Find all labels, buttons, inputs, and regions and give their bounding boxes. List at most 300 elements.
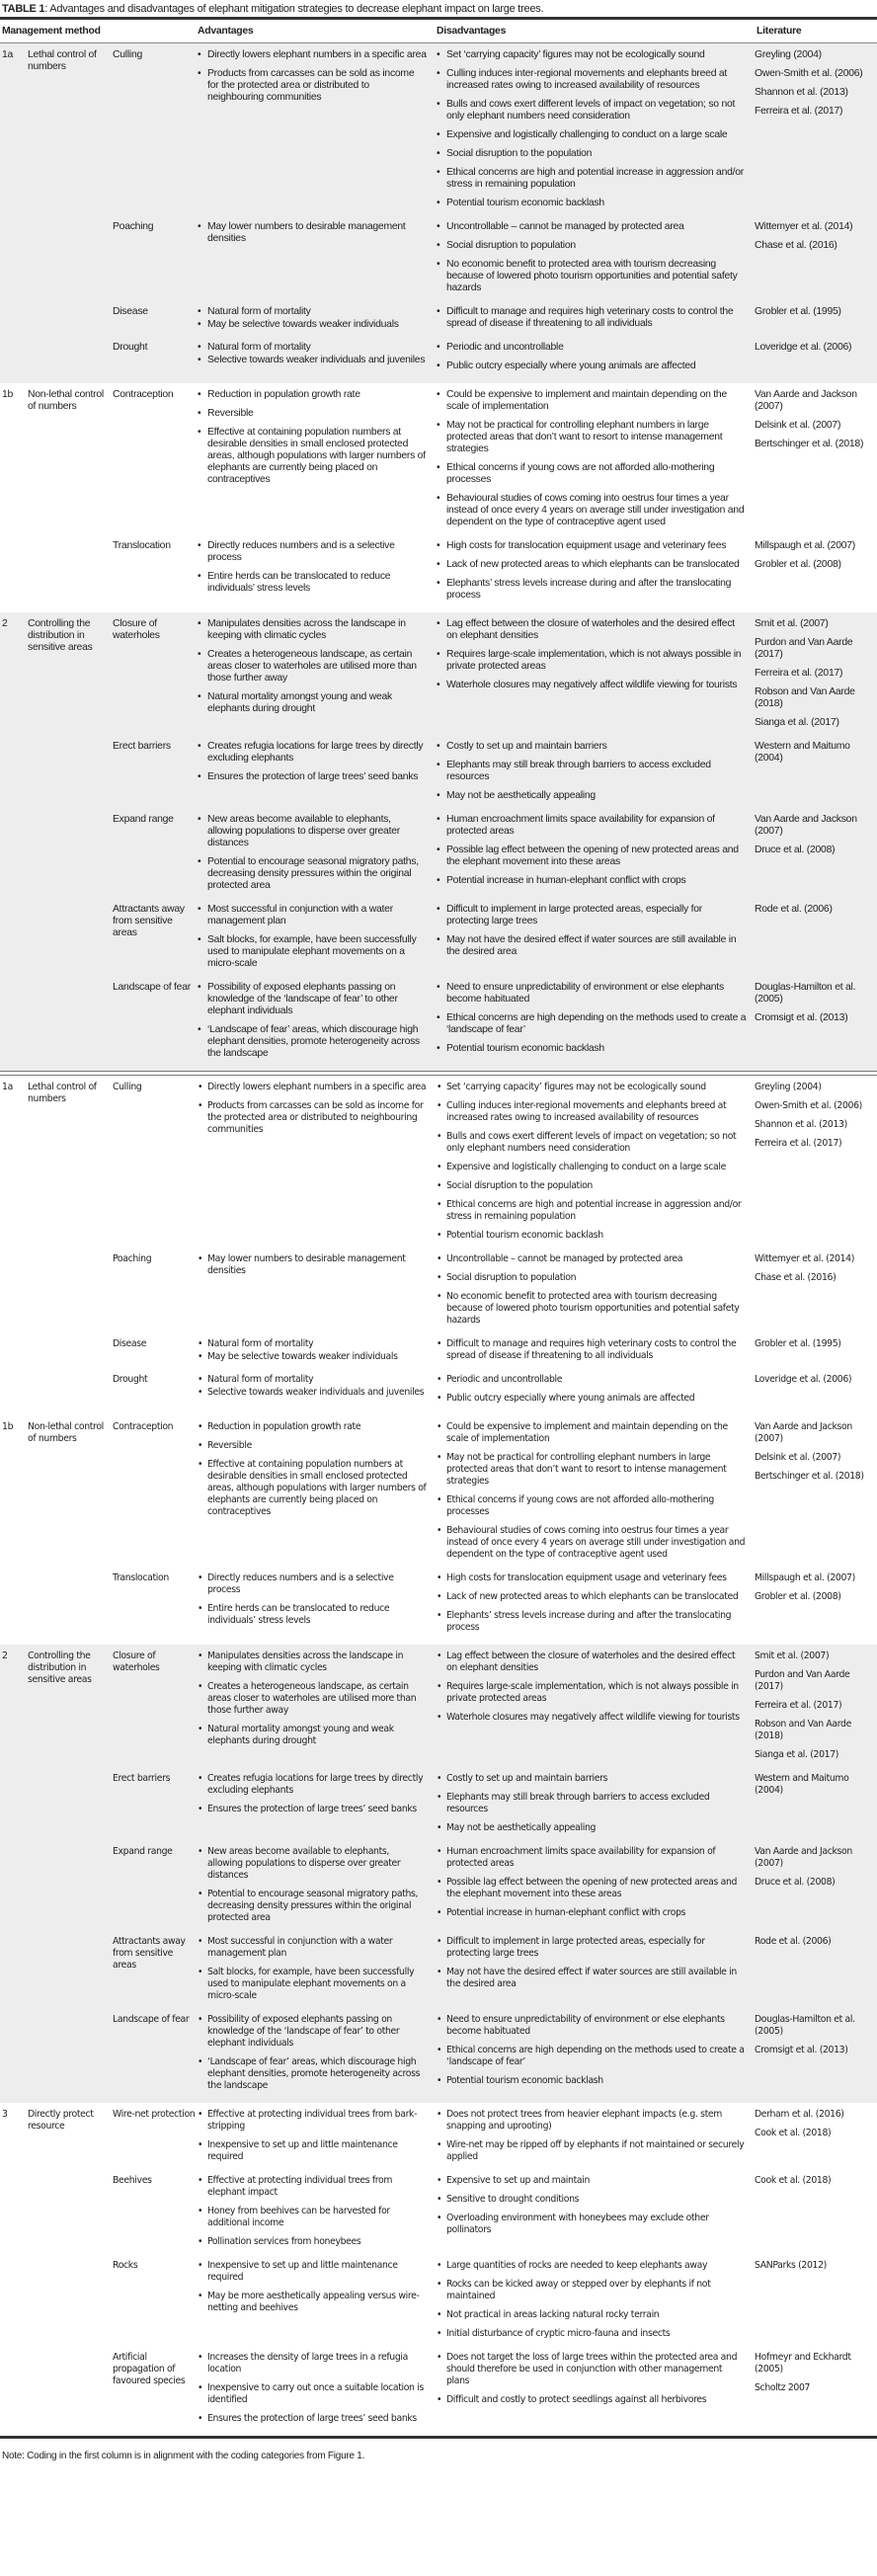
advantages-cell — [196, 2260, 435, 2347]
section-code: 1b — [2, 389, 14, 400]
disadvantage-item: • Requires large-scale implementation, which is not always possible in private protected areas — [435, 1681, 755, 1705]
advantage-item: • Reversible — [196, 408, 435, 420]
literature-ref: Druce et al. (2008) — [755, 1877, 836, 1888]
disadvantage-item: • Potential increase in human-elephant conflict with crops — [435, 1907, 755, 1919]
strategy-row — [113, 2352, 877, 2432]
disadvantage-item: • May not be practical for controlling elephant numbers in large protected areas that don’t want to resort to intense management strategies — [435, 420, 755, 455]
disadvantages-list — [435, 342, 755, 372]
disadvantages-cell — [435, 1082, 755, 1248]
advantages-list — [196, 1338, 435, 1363]
advantage-item: • Creates a heterogeneous landscape, as certain areas closer to waterholes are utilised more than those further away — [196, 1681, 435, 1717]
advantages-list — [196, 1650, 435, 1747]
advantage-item: • New areas become available to elephants, allowing populations to disperse over greater distances — [196, 1846, 435, 1882]
disadvantage-item: • Human encroachment limits space availability for expansion of protected areas — [435, 1846, 755, 1870]
section-3 — [0, 2103, 877, 2436]
section-2 — [0, 612, 877, 1071]
advantage-item: • Natural form of mortality — [196, 1338, 435, 1350]
literature-ref: Delsink et al. (2007) — [755, 420, 841, 431]
strategy-list — [113, 49, 877, 379]
literature-cell — [755, 49, 877, 216]
literature-cell — [755, 2109, 877, 2170]
literature-cell — [755, 1374, 877, 1411]
advantage-item: • Most successful in conjunction with a water management plan — [196, 904, 435, 927]
strategy-row — [113, 741, 877, 809]
advantage-item: • ‘Landscape of fear’ areas, which discourage high elephant densities, promote heterogeneity across the landscape — [196, 1024, 435, 1060]
advantages-list — [196, 389, 435, 486]
disadvantages-list — [435, 1338, 755, 1362]
strategy-row — [113, 814, 877, 899]
advantages-cell — [196, 2175, 435, 2255]
literature-ref: Druce et al. (2008) — [755, 845, 836, 855]
advantage-item: • May lower numbers to desirable management densities — [196, 1253, 435, 1277]
literature-cell — [755, 2352, 877, 2432]
disadvantage-item: • Culling induces inter-regional movements and elephants breed at increased rates owing to increased availability of resources — [435, 68, 755, 92]
literature-cell — [755, 221, 877, 301]
advantage-item: • May be more aesthetically appealing versus wire-netting and beehives — [196, 2291, 435, 2314]
advantages-cell — [196, 49, 435, 216]
advantages-cell — [196, 1773, 435, 1841]
advantage-item: • Effective at containing population numbers at desirable densities in small enclosed protected areas, although populations with larger numbers of elephants are currently being placed on contraceptives — [196, 1459, 435, 1518]
literature-ref: Cook et al. (2018) — [755, 2175, 832, 2186]
advantages-cell — [196, 1846, 435, 1931]
header-advantages: Advantages — [198, 26, 254, 37]
table-title: : Advantages and disadvantages of elephant mitigation strategies to decrease elephant impact on large trees. — [44, 3, 544, 15]
disadvantage-item: • Public outcry especially where young animals are affected — [435, 361, 755, 372]
advantages-cell — [196, 982, 435, 1067]
literature-ref: Chase et al. (2016) — [755, 240, 837, 251]
disadvantage-item: • Social disruption to the population — [435, 148, 755, 160]
literature-ref: Delsink et al. (2007) — [755, 1452, 841, 1463]
disadvantages-cell — [435, 1421, 755, 1568]
advantage-item: • Entire herds can be translocated to reduce individuals’ stress levels — [196, 1603, 435, 1627]
literature-ref: Ferreira et al. (2017) — [755, 1700, 842, 1711]
advantage-item: • Selective towards weaker individuals and juveniles — [196, 1387, 435, 1399]
section-code: 1a — [2, 1082, 13, 1092]
disadvantage-item: • Public outcry especially where young animals are affected — [435, 1393, 755, 1405]
disadvantage-item: • Need to ensure unpredictability of environment or else elephants become habituated — [435, 2014, 755, 2038]
strategy-name: Expand range — [113, 814, 174, 825]
disadvantage-item: • Not practical in areas lacking natural rocky terrain — [435, 2309, 755, 2321]
advantage-item: • Selective towards weaker individuals and juveniles — [196, 355, 435, 366]
disadvantages-cell — [435, 2014, 755, 2099]
disadvantage-item: • Difficult and costly to protect seedlings against all herbivores — [435, 2394, 755, 2406]
literature-ref: Douglas-Hamilton et al. (2005) — [755, 2014, 855, 2037]
advantage-item: • May be selective towards weaker individuals — [196, 1351, 435, 1363]
strategy-list — [113, 1082, 877, 1411]
disadvantages-cell — [435, 904, 755, 977]
disadvantages-cell — [435, 2260, 755, 2347]
advantages-list — [196, 49, 435, 104]
section-1a — [0, 43, 877, 383]
strategy-row — [113, 306, 877, 337]
disadvantages-cell — [435, 618, 755, 736]
disadvantage-item: • Wire-net may be ripped off by elephants if not maintained or securely applied — [435, 2139, 755, 2163]
strategy-name: Expand range — [113, 1846, 173, 1857]
strategy-name: Attractants away from sensitive areas — [113, 904, 185, 938]
literature-ref: Rode et al. (2006) — [755, 904, 833, 915]
literature-cell — [755, 982, 877, 1067]
disadvantage-item: • High costs for translocation equipment usage and veterinary fees — [435, 540, 755, 552]
advantage-item: • Natural mortality amongst young and weak elephants during drought — [196, 691, 435, 715]
advantage-item: • Natural mortality amongst young and weak elephants during drought — [196, 1724, 435, 1747]
disadvantage-item: • Does not target the loss of large trees within the protected area and should therefore be used in conjunction with other management plans — [435, 2352, 755, 2387]
disadvantage-item: • Ethical concerns are high depending on the methods used to create a ‘landscape of fear’ — [435, 2045, 755, 2068]
advantages-list — [196, 1082, 435, 1136]
advantages-cell — [196, 1421, 435, 1568]
disadvantage-item: • May not have the desired effect if water sources are still available in the desired area — [435, 1967, 755, 1990]
disadvantage-item: • Difficult to manage and requires high veterinary costs to control the spread of disease if threatening to all individuals — [435, 1338, 755, 1362]
disadvantage-item: • Lag effect between the closure of waterholes and the desired effect on elephant densities — [435, 618, 755, 642]
disadvantage-item: • Difficult to manage and requires high veterinary costs to control the spread of disease if threatening to all individuals — [435, 306, 755, 330]
strategy-list — [113, 618, 877, 1067]
advantages-list — [196, 1846, 435, 1924]
advantage-item: • Ensures the protection of large trees’ seed banks — [196, 2413, 435, 2425]
strategy-name: Closure of waterholes — [113, 618, 160, 641]
advantage-item: • Manipulates densities across the landscape in keeping with climatic cycles — [196, 618, 435, 642]
strategy-name: Drought — [113, 342, 148, 353]
disadvantages-list — [435, 1421, 755, 1561]
advantages-list — [196, 618, 435, 715]
literature-ref: Loveridge et al. (2006) — [755, 342, 852, 353]
advantages-cell — [196, 904, 435, 977]
advantage-item: • Ensures the protection of large trees’ seed banks — [196, 771, 435, 783]
disadvantage-item: • Lack of new protected areas to which elephants can be translocated — [435, 559, 755, 571]
literature-ref: Van Aarde and Jackson (2007) — [755, 389, 857, 412]
advantage-item: • Possibility of exposed elephants passing on knowledge of the ‘landscape of fear’ to other elephant individuals — [196, 982, 435, 1017]
literature-cell — [755, 741, 877, 809]
disadvantage-item: • Waterhole closures may negatively affect wildlife viewing for tourists — [435, 1712, 755, 1724]
strategy-row — [113, 904, 877, 977]
literature-ref: Douglas-Hamilton et al. (2005) — [755, 982, 856, 1005]
strategy-name: Poaching — [113, 221, 154, 232]
disadvantages-list — [435, 1773, 755, 1834]
disadvantages-list — [435, 540, 755, 602]
literature-ref: Bertschinger et al. (2018) — [755, 439, 864, 449]
section-code: 2 — [2, 1650, 8, 1661]
literature-cell — [755, 389, 877, 535]
advantage-item: • Natural form of mortality — [196, 1374, 435, 1386]
disadvantage-item: • Ethical concerns are high and potential increase in aggression and/or stress in remaining population — [435, 1199, 755, 1223]
literature-ref: Van Aarde and Jackson (2007) — [755, 1846, 852, 1869]
literature-cell — [755, 1253, 877, 1333]
strategy-row — [113, 1082, 877, 1248]
strategy-row — [113, 389, 877, 535]
literature-cell — [755, 1773, 877, 1841]
advantages-list — [196, 1421, 435, 1518]
advantages-list — [196, 221, 435, 245]
disadvantages-list — [435, 389, 755, 528]
advantages-list — [196, 306, 435, 331]
disadvantage-item: • Behavioural studies of cows coming into oestrus four times a year instead of once every 4 years on average still under investigation and dependent on the type of contraceptive agent used — [435, 1525, 755, 1561]
advantages-cell — [196, 1572, 435, 1641]
literature-cell — [755, 814, 877, 899]
disadvantage-item: • High costs for translocation equipment usage and veterinary fees — [435, 1572, 755, 1584]
disadvantage-item: • Uncontrollable – cannot be managed by protected area — [435, 1253, 755, 1265]
advantage-item: • Creates a heterogeneous landscape, as certain areas closer to waterholes are utilised more than those further away — [196, 649, 435, 684]
strategy-list — [113, 2109, 877, 2432]
advantages-list — [196, 1936, 435, 2002]
advantages-list — [196, 1374, 435, 1399]
advantage-item: • Ensures the protection of large trees’ seed banks — [196, 1804, 435, 1815]
literature-cell — [755, 618, 877, 736]
literature-cell — [755, 540, 877, 608]
header-method: Management method — [2, 26, 101, 37]
advantages-cell — [196, 389, 435, 535]
advantages-list — [196, 741, 435, 783]
disadvantages-cell — [435, 1650, 755, 1768]
disadvantage-item: • Bulls and cows exert different levels of impact on vegetation; so not only elephant numbers need consideration — [435, 1131, 755, 1155]
disadvantages-cell — [435, 741, 755, 809]
advantages-list — [196, 1572, 435, 1627]
strategy-row — [113, 982, 877, 1067]
advantages-cell — [196, 540, 435, 608]
disadvantage-item: • Periodic and uncontrollable — [435, 342, 755, 354]
advantages-list — [196, 2014, 435, 2092]
literature-ref: Rode et al. (2006) — [755, 1936, 832, 1947]
disadvantages-list — [435, 1374, 755, 1405]
strategy-name: Drought — [113, 1374, 148, 1385]
advantages-list — [196, 1773, 435, 1815]
section-2 — [0, 1645, 877, 2103]
section-1a — [0, 1076, 877, 1415]
advantage-item: • Potential to encourage seasonal migratory paths, decreasing density pressures within the original protected area — [196, 1889, 435, 1924]
disadvantage-item: • Ethical concerns if young cows are not afforded allo-mothering processes — [435, 1494, 755, 1518]
advantages-cell — [196, 1374, 435, 1411]
literature-cell — [755, 1572, 877, 1641]
literature-cell — [755, 1421, 877, 1568]
advantage-item: • Effective at protecting individual trees from elephant impact — [196, 2175, 435, 2199]
literature-ref: Smit et al. (2007) — [755, 1650, 830, 1661]
advantages-list — [196, 540, 435, 595]
advantage-item: • Directly reduces numbers and is a selective process — [196, 1572, 435, 1596]
disadvantages-cell — [435, 1338, 755, 1369]
disadvantage-item: • Expensive and logistically challenging to conduct on a large scale — [435, 1162, 755, 1173]
advantages-cell — [196, 1338, 435, 1369]
disadvantage-item: • Requires large-scale implementation, which is not always possible in private protected areas — [435, 649, 755, 673]
disadvantage-item: • Ethical concerns are high depending on the methods used to create a ‘landscape of fear’ — [435, 1012, 755, 1036]
disadvantages-list — [435, 221, 755, 294]
literature-ref: Scholtz 2007 — [755, 2382, 811, 2393]
disadvantages-cell — [435, 2352, 755, 2432]
disadvantages-list — [435, 2109, 755, 2163]
advantages-list — [196, 2175, 435, 2248]
disadvantages-list — [435, 618, 755, 691]
disadvantage-item: • May not be aesthetically appealing — [435, 1822, 755, 1834]
table-note: Note: Coding in the first column is in alignment with the coding categories from Figure 1. — [2, 2451, 365, 2461]
section-code: 1b — [2, 1421, 14, 1432]
strategy-name: Artificial propagation of favoured species — [113, 2352, 186, 2386]
advantage-item: • Products from carcasses can be sold as income for the protected area or distributed to neighbouring communities — [196, 68, 435, 104]
strategy-row — [113, 2109, 877, 2170]
disadvantage-item: • Possible lag effect between the opening of new protected areas and the elephant movement into these areas — [435, 845, 755, 868]
strategy-row — [113, 49, 877, 216]
literature-ref: Wittemyer et al. (2014) — [755, 1253, 855, 1264]
disadvantage-item: • Bulls and cows exert different levels of impact on vegetation; so not only elephant numbers need consideration — [435, 99, 755, 122]
strategy-row — [113, 2260, 877, 2347]
advantages-list — [196, 342, 435, 366]
literature-ref: Grobler et al. (2008) — [755, 1591, 841, 1602]
literature-ref: Van Aarde and Jackson (2007) — [755, 1421, 852, 1444]
section-method: Directly protect resource — [28, 2109, 94, 2132]
literature-ref: Shannon et al. (2013) — [755, 1119, 847, 1130]
literature-cell — [755, 904, 877, 977]
disadvantage-item: • Difficult to implement in large protected areas, especially for protecting large trees — [435, 904, 755, 927]
strategy-name: Culling — [113, 49, 143, 60]
advantages-list — [196, 814, 435, 892]
disadvantages-list — [435, 982, 755, 1055]
advantage-item: • Inexpensive to set up and little maintenance required — [196, 2139, 435, 2163]
disadvantages-list — [435, 2014, 755, 2087]
advantages-list — [196, 982, 435, 1060]
disadvantages-cell — [435, 221, 755, 301]
literature-ref: Greyling (2004) — [755, 49, 822, 60]
literature-ref: Grobler et al. (1995) — [755, 1338, 841, 1349]
literature-ref: Owen-Smith et al. (2006) — [755, 1100, 862, 1111]
strategy-list — [113, 1650, 877, 2099]
literature-cell — [755, 342, 877, 379]
advantage-item: • Natural form of mortality — [196, 342, 435, 354]
disadvantage-item: • Expensive and logistically challenging to conduct on a large scale — [435, 129, 755, 141]
disadvantage-item: • Initial disturbance of cryptic micro-fauna and insects — [435, 2328, 755, 2340]
disadvantage-item: • No economic benefit to protected area with tourism decreasing because of lowered photo tourism opportunities and potential safety hazards — [435, 259, 755, 294]
strategy-name: Culling — [113, 1082, 142, 1092]
advantage-item: • Salt blocks, for example, have been successfully used to manipulate elephant movements on a micro-scale — [196, 934, 435, 970]
strategy-name: Landscape of fear — [113, 982, 191, 993]
disadvantage-item: • Uncontrollable – cannot be managed by protected area — [435, 221, 755, 233]
disadvantage-item: • May not be practical for controlling elephant numbers in large protected areas that don’t want to resort to intense management strategies — [435, 1452, 755, 1488]
literature-ref: Purdon and Van Aarde (2017) — [755, 1669, 850, 1692]
header-literature: Literature — [757, 26, 802, 37]
advantage-item: • Directly reduces numbers and is a selective process — [196, 540, 435, 564]
strategy-row — [113, 221, 877, 301]
advantage-item: • Pollination services from honeybees — [196, 2236, 435, 2248]
disadvantage-item: • Waterhole closures may negatively affect wildlife viewing for tourists — [435, 680, 755, 691]
literature-ref: Robson and Van Aarde (2018) — [755, 686, 855, 709]
disadvantage-item: • Behavioural studies of cows coming into oestrus four times a year instead of once every 4 years on average still under investigation and dependent on the type of contraceptive agent used — [435, 493, 755, 528]
section-code: 1a — [2, 49, 14, 60]
advantages-cell — [196, 1650, 435, 1768]
advantage-item: • Effective at protecting individual trees from bark-stripping — [196, 2109, 435, 2133]
literature-ref: Ferreira et al. (2017) — [755, 668, 843, 679]
disadvantage-item: • Costly to set up and maintain barriers — [435, 1773, 755, 1785]
disadvantage-item: • Social disruption to population — [435, 240, 755, 252]
disadvantages-list — [435, 1253, 755, 1327]
advantages-list — [196, 2260, 435, 2314]
strategy-name: Disease — [113, 306, 148, 317]
disadvantages-list — [435, 814, 755, 887]
disadvantage-item: • Elephants’ stress levels increase during and after the translocating process — [435, 578, 755, 602]
strategy-row — [113, 1374, 877, 1411]
advantage-item: • Reversible — [196, 1440, 435, 1452]
advantages-cell — [196, 2014, 435, 2099]
literature-ref: Grobler et al. (1995) — [755, 306, 841, 317]
strategy-row — [113, 1650, 877, 1768]
advantage-item: • Entire herds can be translocated to reduce individuals’ stress levels — [196, 571, 435, 595]
disadvantages-list — [435, 306, 755, 330]
advantage-item: • Honey from beehives can be harvested for additional income — [196, 2206, 435, 2229]
advantage-item: • Salt blocks, for example, have been successfully used to manipulate elephant movements on a micro-scale — [196, 1967, 435, 2002]
strategy-row — [113, 1338, 877, 1369]
disadvantage-item: • Potential increase in human-elephant conflict with crops — [435, 875, 755, 887]
section-method: Controlling the distribution in sensitive areas — [28, 1650, 92, 1685]
literature-ref: Shannon et al. (2013) — [755, 87, 848, 98]
table-header — [0, 20, 877, 43]
strategy-row — [113, 1846, 877, 1931]
literature-ref: Smit et al. (2007) — [755, 618, 829, 629]
strategy-name: Poaching — [113, 1253, 152, 1264]
strategy-row — [113, 342, 877, 379]
section-1b — [0, 383, 877, 612]
disadvantage-item: • Potential tourism economic backlash — [435, 1230, 755, 1242]
disadvantages-list — [435, 1082, 755, 1242]
disadvantage-item: • Elephants’ stress levels increase during and after the translocating process — [435, 1610, 755, 1634]
disadvantages-cell — [435, 342, 755, 379]
disadvantages-cell — [435, 306, 755, 337]
strategy-row — [113, 1421, 877, 1568]
literature-ref: Millspaugh et al. (2007) — [755, 1572, 855, 1583]
disadvantage-item: • Rocks can be kicked away or stepped over by elephants if not maintained — [435, 2279, 755, 2302]
literature-ref: Grobler et al. (2008) — [755, 559, 841, 570]
advantage-item: • May be selective towards weaker individuals — [196, 319, 435, 331]
literature-ref: Chase et al. (2016) — [755, 1272, 837, 1283]
disadvantages-cell — [435, 1374, 755, 1411]
section-method: Non-lethal control of numbers — [28, 1421, 104, 1444]
section-method: Controlling the distribution in sensitive areas — [28, 618, 93, 653]
advantage-item: • Directly lowers elephant numbers in a specific area — [196, 49, 435, 61]
strategy-name: Translocation — [113, 1572, 169, 1583]
disadvantage-item: • Set ‘carrying capacity’ figures may not be ecologically sound — [435, 1082, 755, 1093]
advantages-cell — [196, 814, 435, 899]
disadvantages-cell — [435, 49, 755, 216]
advantage-item: • Reduction in population growth rate — [196, 1421, 435, 1433]
disadvantages-list — [435, 1846, 755, 1919]
disadvantage-item: • Elephants may still break through barriers to access excluded resources — [435, 760, 755, 783]
disadvantage-item: • Ethical concerns if young cows are not afforded allo-mothering processes — [435, 462, 755, 486]
advantage-item: • Manipulates densities across the landscape in keeping with climatic cycles — [196, 1650, 435, 1674]
literature-ref: Greyling (2004) — [755, 1082, 822, 1092]
disadvantage-item: • Does not protect trees from heavier elephant impacts (e.g. stem snapping and uprooting) — [435, 2109, 755, 2133]
strategy-name: Erect barriers — [113, 741, 171, 752]
advantage-item: • Directly lowers elephant numbers in a specific area — [196, 1082, 435, 1093]
strategy-name: Attractants away from sensitive areas — [113, 1936, 186, 1971]
section-1b — [0, 1415, 877, 1645]
table-caption — [0, 0, 877, 17]
disadvantages-list — [435, 2260, 755, 2340]
table-label: TABLE 1 — [2, 3, 45, 15]
disadvantage-item: • Sensitive to drought conditions — [435, 2194, 755, 2206]
strategy-name: Landscape of fear — [113, 2014, 190, 2025]
disadvantage-item: • Need to ensure unpredictability of environment or else elephants become habituated — [435, 982, 755, 1006]
literature-cell — [755, 2014, 877, 2099]
disadvantage-item: • May not be aesthetically appealing — [435, 790, 755, 802]
disadvantages-list — [435, 2352, 755, 2406]
strategy-row — [113, 1936, 877, 2009]
disadvantages-cell — [435, 2109, 755, 2170]
advantage-item: • Possibility of exposed elephants passing on knowledge of the ‘landscape of fear’ to other elephant individuals — [196, 2014, 435, 2050]
disadvantage-item: • Periodic and uncontrollable — [435, 1374, 755, 1386]
advantage-item: • Creates refugia locations for large trees by directly excluding elephants — [196, 741, 435, 765]
advantages-cell — [196, 2109, 435, 2170]
literature-cell — [755, 1936, 877, 2009]
disadvantages-cell — [435, 814, 755, 899]
strategy-row — [113, 2175, 877, 2255]
advantages-cell — [196, 1936, 435, 2009]
literature-ref: Cromsigt et al. (2013) — [755, 1012, 848, 1023]
literature-ref: Millspaugh et al. (2007) — [755, 540, 856, 551]
strategy-name: Rocks — [113, 2260, 138, 2271]
literature-ref: Bertschinger et al. (2018) — [755, 1471, 864, 1482]
disadvantage-item: • Lack of new protected areas to which elephants can be translocated — [435, 1591, 755, 1603]
